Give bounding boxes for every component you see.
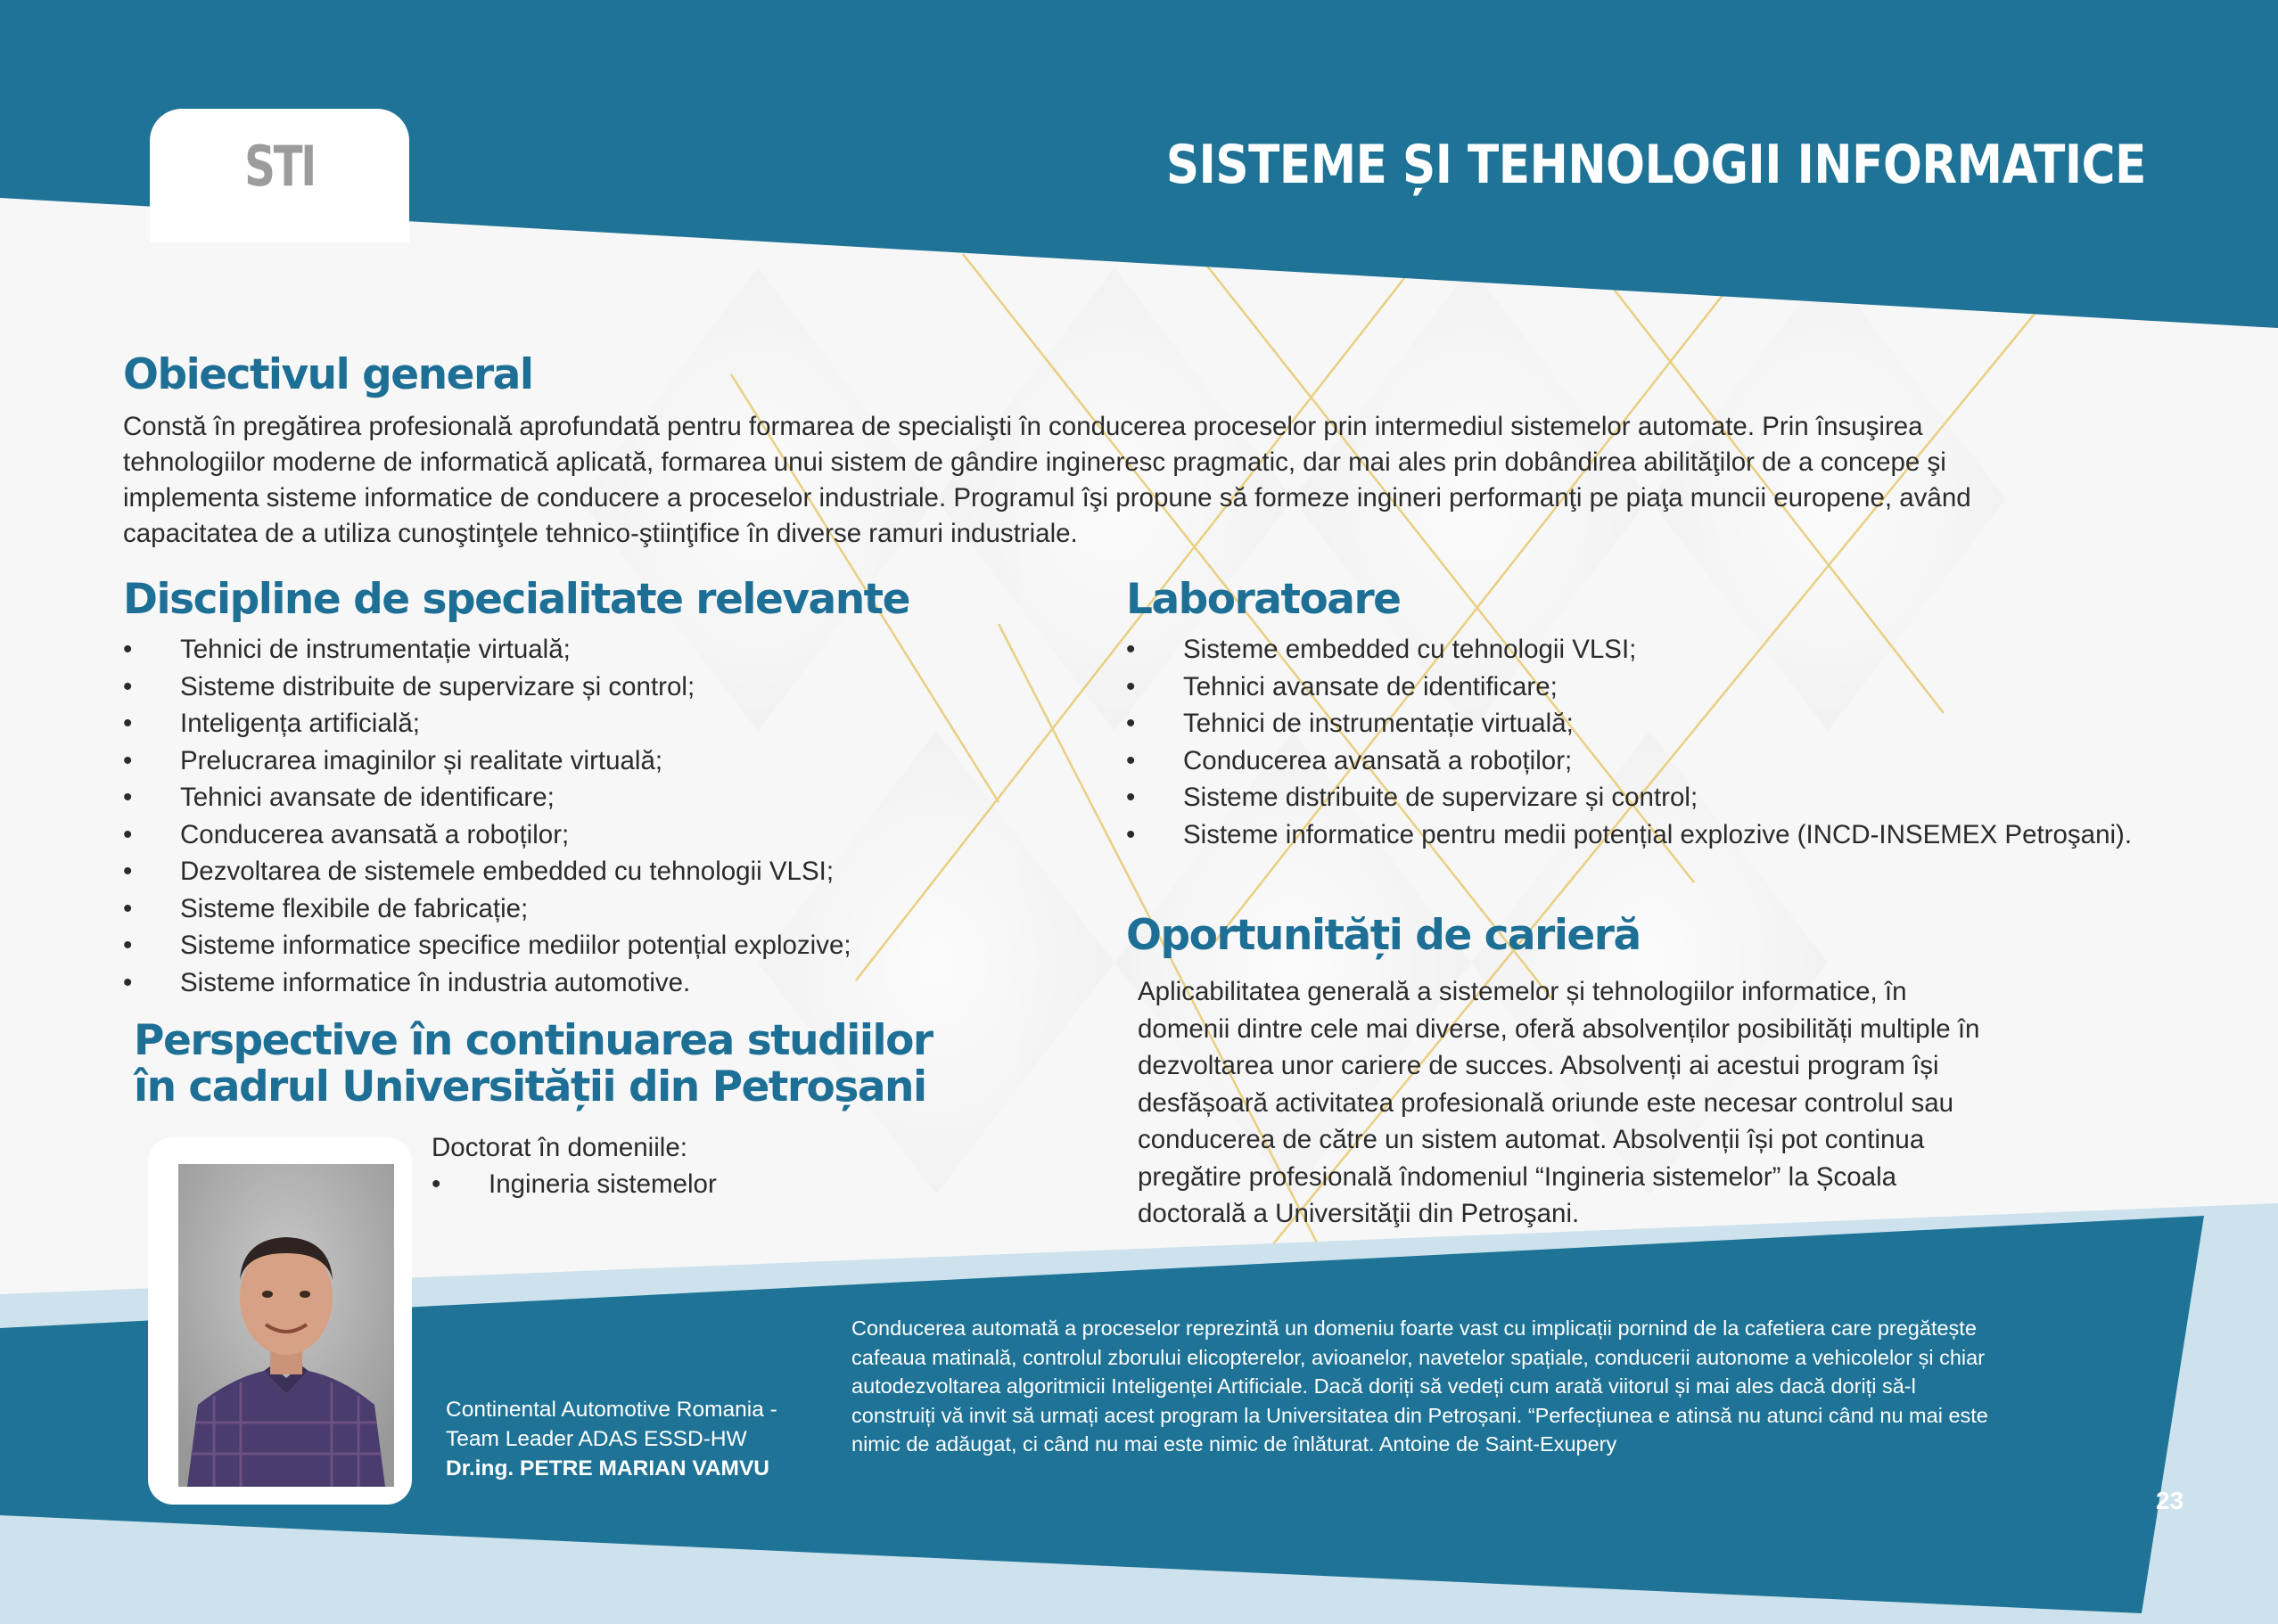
list-item: • Conducerea avansată a roboților; [1126,742,2142,780]
page-number: 23 [2156,1487,2184,1514]
career-line: Aplicabilitatea generală a sistemelor și tehnologiilor informatice, în [1138,977,1907,1006]
disciplines-list [123,631,1059,1001]
quote-line: autodezvoltarea algoritmicii Inteligenței Artificiale. Dacă doriți să vedeți cum arată viitorul și mai ales dacă doriți să-l [851,1374,1916,1398]
perspectives-intro: Doctorat în domeniile: [432,1133,687,1162]
testimonial-caption [446,1395,820,1483]
quote-line: cafeaua matinală, controlul zborului elicopterelor, avioanelor, navetelor spațiale, conducerii autonome a vehicolelor și chiar [851,1345,1986,1369]
list-item: • Tehnici de instrumentație virtuală; [123,631,1059,668]
list-item: • Tehnici avansate de identificare; [123,779,1059,816]
list-item: • Sisteme informatice pentru medii potențial explozive (INCD-INSEMEX Petroşani). [1126,816,2142,854]
list-item: • Inteligența artificială; [123,705,1059,742]
caption-role: Team Leader ADAS ESSD-HW [446,1427,747,1451]
objective-line: capacitatea de a utiliza cunoştinţele tehnico-ştiinţifice în diverse ramuri industriale. [123,519,1078,548]
list-item: • Conducerea avansată a roboților; [123,816,1059,854]
objective-line: implementa sisteme informatice de conducere a proceselor industriale. Programul îşi propune să formeze ingineri performanţi pe piaţa muncii europene, având [123,483,1971,513]
list-item: • Sisteme flexibile de fabricație; [123,890,1059,928]
perspectives-list [432,1166,833,1203]
list-item: • Prelucrarea imaginilor și realitate virtuală; [123,742,1059,780]
labs-heading: Laboratoare [1126,575,1401,624]
list-item: • Sisteme embedded cu tehnologii VLSI; [1126,631,2142,668]
testimonial-quote [851,1314,2100,1459]
disciplines-heading: Discipline de specialitate relevante [123,575,910,624]
objective-line: Constă în pregătirea profesională aprofundată pentru formarea de specialişti în conducerea proceselor prin intermediul sistemelor automate. Prin însuşirea [123,412,1923,441]
career-line: doctorală a Universităţii din Petroşani. [1138,1199,1580,1228]
objective-heading: Obiectivul general [123,350,533,399]
quote-line: Conducerea automată a proceselor reprezintă un domeniu foarte vast cu implicații pornind de la cafetiera care pregătește [851,1316,1977,1340]
caption-company: Continental Automotive Romania - [446,1398,777,1422]
section-tab-label: STI [244,134,315,199]
labs-list [1126,631,2142,853]
list-item: • Sisteme informatice în industria automotive. [123,964,1059,1002]
career-line: conducerea de către un sistem automat. Absolvenții își pot continua [1138,1125,1925,1154]
list-item: • Sisteme distribuite de supervizare și control; [1126,779,2142,816]
perspectives-heading [134,1018,933,1111]
quote-line: nimic de adăugat, ci când nu mai este nimic de înlăturat. Antoine de Saint-Exupery [851,1432,1617,1456]
list-item: • Tehnici avansate de identificare; [1126,668,2142,706]
quote-line: construiți vă invit să urmați acest program la Universitatea din Petroșani. “Perfecțiunea e atinsă nu atunci când nu mai este [851,1403,1988,1427]
list-item: • Dezvoltarea de sistemele embedded cu tehnologii VLSI; [123,853,1059,890]
career-line: domenii dintre cele mai diverse, oferă absolvenților posibilități multiple în [1138,1013,1980,1044]
career-line: dezvoltarea unor cariere de succes. Absolvenți ai acestui program își [1138,1051,1939,1080]
objective-text [123,409,2174,552]
objective-line: tehnologiilor moderne de informatică aplicată, formarea unui sistem de gândire ingineresc pragmatic, dar mai ales prin dobândirea abilităţilor de a concepe şi [123,447,1946,477]
career-line: desfășoară activitatea profesională oriunde este necesar controlul sau [1138,1087,1954,1118]
career-heading: Oportunități de carieră [1126,911,1641,960]
list-item: • Ingineria sistemelor [432,1166,833,1203]
caption-name: Dr.ing. PETRE MARIAN VAMVU [446,1456,769,1480]
perspectives-heading-line2: în cadrul Universității din Petroșani [134,1062,926,1111]
list-item: • Tehnici de instrumentație virtuală; [1126,705,2142,742]
career-text [1138,973,2163,1233]
list-item: • Sisteme distribuite de supervizare și control; [123,668,1059,706]
perspectives-heading-line1: Perspective în continuarea studiilor [134,1016,933,1065]
list-item: • Sisteme informatice specifice mediilor potențial explozive; [123,927,1059,964]
testimonial-photo [178,1164,394,1487]
page-title: SISTEME ȘI TEHNOLOGII INFORMATICE [1166,134,2146,196]
career-line: pregătire profesională îndomeniul “Ingineria sistemelor” la Școala [1138,1161,1897,1192]
